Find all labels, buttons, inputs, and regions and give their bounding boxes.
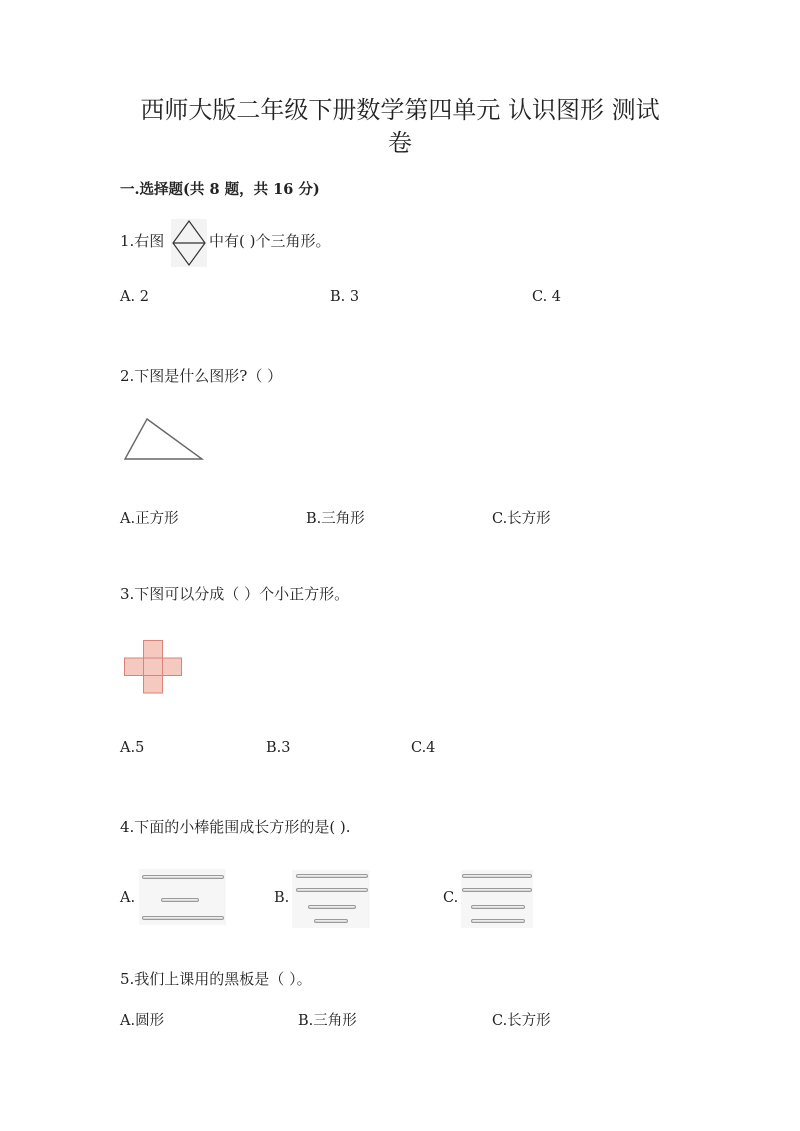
section-heading: 一.选择题(共 8 题，共 16 分) bbox=[120, 181, 320, 198]
question-1-option-b[interactable]: B. 3 bbox=[330, 289, 360, 305]
question-1-option-c[interactable]: C. 4 bbox=[532, 289, 562, 305]
question-5-option-a[interactable]: A.圆形 bbox=[120, 1013, 165, 1029]
question-1-suffix: 中有( )个三角形。 bbox=[209, 232, 331, 250]
stick bbox=[462, 874, 532, 878]
question-4-option-a[interactable]: A. bbox=[120, 890, 136, 906]
stick bbox=[296, 874, 368, 878]
question-4-option-b[interactable]: B. bbox=[274, 890, 290, 906]
question-3-text: 3.下图可以分成（ ）个小正方形。 bbox=[120, 585, 350, 603]
question-1-option-a[interactable]: A. 2 bbox=[120, 289, 149, 305]
cross-squares-figure bbox=[124, 640, 182, 694]
sticks-figure-a[interactable] bbox=[139, 869, 226, 925]
question-5-option-c[interactable]: C.长方形 bbox=[492, 1013, 551, 1029]
question-5-option-b[interactable]: B.三角形 bbox=[298, 1013, 357, 1029]
stick bbox=[314, 919, 348, 923]
title-line-1: 西师大版二年级下册数学第四单元 认识图形 测试 bbox=[140, 96, 660, 124]
title-line-2: 卷 bbox=[388, 129, 412, 157]
stick bbox=[296, 888, 368, 892]
question-1-figure bbox=[171, 219, 207, 267]
question-1-prefix: 1.右图 bbox=[120, 232, 165, 250]
triangle-figure bbox=[122, 416, 206, 464]
diamond-triangles-icon bbox=[171, 219, 207, 267]
question-2-text: 2.下图是什么图形?（ ） bbox=[120, 367, 283, 385]
stick bbox=[471, 919, 525, 923]
question-3-option-a[interactable]: A.5 bbox=[120, 740, 145, 756]
stick bbox=[142, 916, 224, 920]
question-2-option-a[interactable]: A.正方形 bbox=[120, 511, 179, 527]
question-3-option-b[interactable]: B.3 bbox=[266, 740, 291, 756]
page-title bbox=[110, 94, 690, 160]
stick bbox=[142, 875, 224, 879]
question-4-text: 4.下面的小棒能围成长方形的是( ). bbox=[120, 818, 351, 836]
stick bbox=[471, 905, 525, 909]
sticks-figure-c[interactable] bbox=[461, 870, 533, 928]
question-2-option-c[interactable]: C.长方形 bbox=[492, 511, 551, 527]
stick bbox=[308, 905, 356, 909]
question-3-option-c[interactable]: C.4 bbox=[411, 740, 436, 756]
question-4-option-c[interactable]: C. bbox=[443, 890, 459, 906]
stick bbox=[462, 888, 532, 892]
question-2-option-b[interactable]: B.三角形 bbox=[306, 511, 365, 527]
stick bbox=[161, 898, 199, 902]
sticks-figure-b[interactable] bbox=[292, 870, 370, 928]
question-5-text: 5.我们上课用的黑板是（ ）。 bbox=[120, 970, 312, 988]
